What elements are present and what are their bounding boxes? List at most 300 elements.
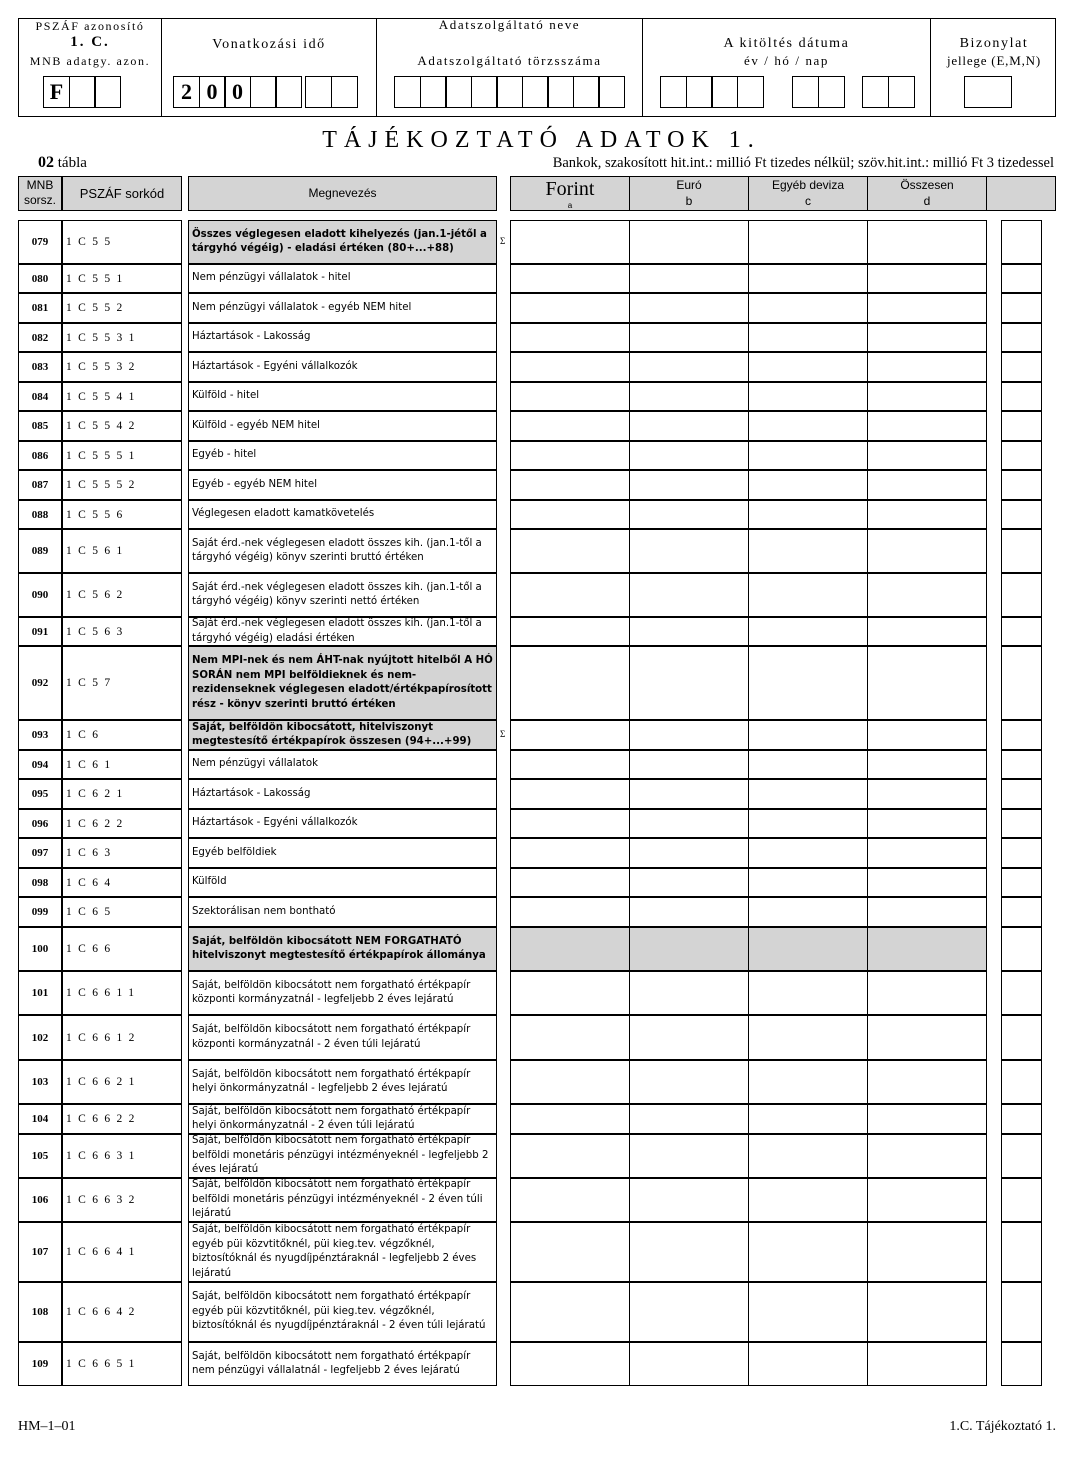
row-description-text: Szektorálisan nem bontható	[192, 905, 336, 917]
col-header-euro	[629, 176, 749, 211]
row-description-text: Egyéb - egyéb NEM hitel	[192, 478, 318, 490]
doc-type-cells	[964, 76, 1011, 108]
date-cell[interactable]	[686, 76, 713, 108]
row-mnb-number: 093	[18, 720, 62, 750]
total-value-cell[interactable]	[867, 779, 987, 809]
provider-cell[interactable]	[420, 76, 447, 108]
extra-check-cell[interactable]	[1001, 500, 1042, 529]
forint-value-cell[interactable]	[510, 1134, 630, 1178]
forint-value-cell[interactable]	[510, 573, 630, 617]
provider-cell[interactable]	[547, 76, 574, 108]
other-currency-value-cell[interactable]	[748, 293, 868, 323]
period-cell[interactable]	[250, 76, 277, 108]
row-description	[188, 897, 497, 927]
extra-check-cell[interactable]	[1001, 1342, 1042, 1386]
extra-check-cell[interactable]	[1001, 779, 1042, 809]
provider-cell[interactable]	[598, 76, 625, 108]
extra-check-cell[interactable]	[1001, 529, 1042, 573]
total-value-cell[interactable]	[867, 971, 987, 1015]
euro-value-cell[interactable]	[629, 838, 749, 868]
extra-check-cell[interactable]	[1001, 838, 1042, 868]
euro-value-cell[interactable]	[629, 352, 749, 382]
row-mnb-number: 109	[18, 1342, 62, 1386]
table-row	[0, 411, 1083, 441]
other-currency-value-cell[interactable]	[748, 470, 868, 500]
total-value-cell[interactable]	[867, 382, 987, 411]
other-currency-value-cell[interactable]	[748, 573, 868, 617]
extra-check-cell[interactable]	[1001, 323, 1042, 352]
forint-value-cell[interactable]	[510, 323, 630, 352]
row-mnb-number: 094	[18, 750, 62, 779]
sum-marker: Σ	[500, 236, 506, 246]
row-mnb-number: 092	[18, 646, 62, 720]
extra-check-cell[interactable]	[1001, 868, 1042, 897]
other-currency-value-cell[interactable]	[748, 1134, 868, 1178]
euro-value-cell[interactable]	[629, 1342, 749, 1386]
forint-value-cell[interactable]	[510, 470, 630, 500]
period-cell[interactable]	[331, 76, 358, 108]
extra-check-cell[interactable]	[1001, 720, 1042, 750]
euro-value-cell[interactable]	[629, 293, 749, 323]
extra-check-cell[interactable]	[1001, 809, 1042, 838]
extra-check-cell[interactable]	[1001, 750, 1042, 779]
row-pszaf-code: 1C6611	[62, 971, 182, 1015]
row-pszaf-code: 1C55	[62, 220, 182, 264]
forint-value-cell[interactable]	[510, 264, 630, 293]
other-currency-value-cell[interactable]	[748, 1104, 868, 1134]
forint-value-cell[interactable]	[510, 868, 630, 897]
forint-value-cell[interactable]	[510, 1015, 630, 1060]
extra-check-cell[interactable]	[1001, 293, 1042, 323]
euro-value-cell[interactable]	[629, 1060, 749, 1104]
other-currency-value-cell[interactable]	[748, 220, 868, 264]
extra-check-cell[interactable]	[1001, 897, 1042, 927]
euro-value-cell[interactable]	[629, 441, 749, 470]
table-row	[0, 529, 1083, 573]
row-mnb-number: 101	[18, 971, 62, 1015]
col-header-mnb-line2: sorsz.	[23, 193, 56, 207]
row-description-text: Saját, belföldön kibocsátott nem forgatható értékpapír nem pénzügyi vállalatnál - legfeljebb 2 éves lejáratú	[192, 1350, 471, 1376]
period-cell[interactable]: 2	[173, 76, 200, 108]
extra-check-cell[interactable]	[1001, 1104, 1042, 1134]
row-pszaf-code: 1C6621	[62, 1060, 182, 1104]
total-value-cell[interactable]	[867, 500, 987, 529]
total-value-cell[interactable]	[867, 868, 987, 897]
total-value-cell[interactable]	[867, 1104, 987, 1134]
euro-value-cell[interactable]	[629, 323, 749, 352]
row-description	[188, 220, 497, 264]
row-mnb-number: 091	[18, 617, 62, 646]
provider-cell[interactable]	[471, 76, 498, 108]
forint-value-cell[interactable]	[510, 779, 630, 809]
euro-value-cell[interactable]	[629, 470, 749, 500]
other-currency-value-cell[interactable]	[748, 264, 868, 293]
mnb-id-cells	[43, 76, 120, 108]
col-header-forint	[510, 176, 630, 211]
euro-value-cell[interactable]	[629, 264, 749, 293]
extra-check-cell[interactable]	[1001, 927, 1042, 971]
row-pszaf-code: 1C66	[62, 927, 182, 971]
forint-value-cell[interactable]	[510, 1342, 630, 1386]
extra-check-cell[interactable]	[1001, 264, 1042, 293]
row-description	[188, 838, 497, 868]
provider-cell[interactable]	[573, 76, 600, 108]
total-value-cell[interactable]	[867, 264, 987, 293]
forint-value-cell[interactable]	[510, 293, 630, 323]
row-mnb-number: 080	[18, 264, 62, 293]
period-cell[interactable]: 0	[224, 76, 251, 108]
other-currency-value-cell[interactable]	[748, 617, 868, 646]
forint-value-cell[interactable]	[510, 352, 630, 382]
total-value-cell[interactable]	[867, 720, 987, 750]
row-mnb-number: 098	[18, 868, 62, 897]
extra-check-cell[interactable]	[1001, 617, 1042, 646]
extra-check-cell[interactable]	[1001, 1060, 1042, 1104]
forint-value-cell[interactable]	[510, 617, 630, 646]
other-currency-value-cell[interactable]	[748, 382, 868, 411]
row-mnb-number: 085	[18, 411, 62, 441]
row-mnb-number: 089	[18, 529, 62, 573]
row-mnb-number: 104	[18, 1104, 62, 1134]
date-cell[interactable]	[818, 76, 845, 108]
date-cell[interactable]	[660, 76, 687, 108]
forint-value-cell[interactable]	[510, 1060, 630, 1104]
provider-cell[interactable]	[496, 76, 523, 108]
other-currency-value-cell[interactable]	[748, 646, 868, 720]
doc-type-section	[930, 19, 1057, 116]
row-pszaf-code: 1C63	[62, 838, 182, 868]
row-pszaf-code: 1C61	[62, 750, 182, 779]
total-value-cell[interactable]	[867, 441, 987, 470]
row-pszaf-code: 1C65	[62, 897, 182, 927]
total-value-cell[interactable]	[867, 809, 987, 838]
mnb-cell[interactable]	[69, 76, 96, 108]
mnb-label: MNB adatgy. azon.	[29, 54, 151, 68]
row-mnb-number: 082	[18, 323, 62, 352]
table-number-value: 02	[38, 154, 54, 171]
extra-check-cell[interactable]	[1001, 441, 1042, 470]
period-cell[interactable]	[275, 76, 302, 108]
other-currency-value-cell[interactable]	[748, 720, 868, 750]
row-mnb-number: 105	[18, 1134, 62, 1178]
extra-check-cell[interactable]	[1001, 1134, 1042, 1178]
row-pszaf-code: 1C6612	[62, 1015, 182, 1060]
doc-type-cell[interactable]	[964, 76, 1012, 108]
row-description	[188, 529, 497, 573]
row-description-text: Nem MPI-nek és nem ÁHT-nak nyújtott hitelből A HÓ SORÁN nem MPI belföldieknek és nem-rezidenseknek véglegesen eladott/értékpapírosított rész - könyv szerinti bruttó értéken	[192, 655, 493, 710]
provider-cell[interactable]	[522, 76, 549, 108]
total-value-cell[interactable]	[867, 617, 987, 646]
period-cell[interactable]	[305, 76, 332, 108]
euro-value-cell[interactable]	[629, 411, 749, 441]
euro-value-cell[interactable]	[629, 1222, 749, 1282]
row-description-text: Külföld	[192, 876, 227, 888]
forint-value-cell[interactable]	[510, 927, 630, 971]
row-description-text: Külföld - hitel	[192, 390, 260, 402]
row-description-text: Nem pénzügyi vállalatok - egyéb NEM hitel	[192, 301, 412, 313]
other-currency-value-cell[interactable]	[748, 352, 868, 382]
row-description	[188, 441, 497, 470]
forint-value-cell[interactable]	[510, 646, 630, 720]
mnb-cell[interactable]: F	[43, 76, 70, 108]
euro-value-cell[interactable]	[629, 529, 749, 573]
date-cell[interactable]	[792, 76, 819, 108]
other-currency-value-cell[interactable]	[748, 441, 868, 470]
other-currency-value-cell[interactable]	[748, 323, 868, 352]
table-word: tábla	[57, 155, 87, 171]
euro-value-cell[interactable]	[629, 1104, 749, 1134]
row-description	[188, 470, 497, 500]
table-row	[0, 646, 1083, 720]
table-row	[0, 750, 1083, 779]
forint-value-cell[interactable]	[510, 1178, 630, 1222]
table-number	[38, 154, 87, 172]
euro-value-cell[interactable]	[629, 1282, 749, 1342]
row-description-text: Egyéb - hitel	[192, 449, 257, 461]
other-currency-value-cell[interactable]	[748, 897, 868, 927]
provider-cell[interactable]	[394, 76, 421, 108]
other-currency-value-cell[interactable]	[748, 1282, 868, 1342]
row-description	[188, 779, 497, 809]
row-description	[188, 323, 497, 352]
date-cell[interactable]	[862, 76, 889, 108]
units-note: Bankok, szakosított hit.int.: millió Ft tizedes nélkül; szöv.hit.int.: millió Ft 3 tizedessel	[552, 155, 1054, 171]
euro-value-cell[interactable]	[629, 1178, 749, 1222]
row-mnb-number: 090	[18, 573, 62, 617]
row-mnb-number: 084	[18, 382, 62, 411]
row-description	[188, 500, 497, 529]
euro-value-cell[interactable]	[629, 1134, 749, 1178]
euro-value-cell[interactable]	[629, 971, 749, 1015]
row-description	[188, 1015, 497, 1060]
table-row	[0, 441, 1083, 470]
forint-value-cell[interactable]	[510, 750, 630, 779]
row-mnb-number: 083	[18, 352, 62, 382]
row-description	[188, 1104, 497, 1134]
table-row	[0, 927, 1083, 971]
date-label: A kitöltés dátuma	[723, 36, 850, 51]
period-cell[interactable]: 0	[199, 76, 226, 108]
total-value-cell[interactable]	[867, 293, 987, 323]
extra-check-cell[interactable]	[1001, 971, 1042, 1015]
row-pszaf-code: 1C621	[62, 779, 182, 809]
row-description	[188, 720, 497, 750]
total-value-cell[interactable]	[867, 927, 987, 971]
table-row	[0, 1104, 1083, 1134]
euro-value-cell[interactable]	[629, 646, 749, 720]
other-currency-value-cell[interactable]	[748, 411, 868, 441]
other-currency-value-cell[interactable]	[748, 809, 868, 838]
table-row	[0, 470, 1083, 500]
row-mnb-number: 102	[18, 1015, 62, 1060]
euro-value-cell[interactable]	[629, 927, 749, 971]
row-description	[188, 382, 497, 411]
total-value-cell[interactable]	[867, 1060, 987, 1104]
forint-value-cell[interactable]	[510, 971, 630, 1015]
euro-value-cell[interactable]	[629, 1015, 749, 1060]
other-currency-value-cell[interactable]	[748, 868, 868, 897]
provider-cell[interactable]	[445, 76, 472, 108]
forint-value-cell[interactable]	[510, 1282, 630, 1342]
row-description-text: Saját, belföldön kibocsátott nem forgatható értékpapír helyi önkormányzatnál - 2 éven túli lejáratú	[192, 1105, 471, 1131]
date-cell[interactable]	[711, 76, 738, 108]
other-currency-value-cell[interactable]	[748, 529, 868, 573]
col-forint-label: Forint	[545, 178, 595, 200]
total-value-cell[interactable]	[867, 646, 987, 720]
table-row	[0, 868, 1083, 897]
forint-value-cell[interactable]	[510, 720, 630, 750]
date-cell[interactable]	[888, 76, 915, 108]
row-description	[188, 927, 497, 971]
other-currency-value-cell[interactable]	[748, 500, 868, 529]
row-pszaf-code: 1C6	[62, 720, 182, 750]
extra-check-cell[interactable]	[1001, 1178, 1042, 1222]
row-pszaf-code: 1C5532	[62, 352, 182, 382]
table-row	[0, 1060, 1083, 1104]
row-mnb-number: 103	[18, 1060, 62, 1104]
row-mnb-number: 099	[18, 897, 62, 927]
table-row	[0, 897, 1083, 927]
footer-form-id: HM–1–01	[18, 1419, 76, 1434]
other-currency-value-cell[interactable]	[748, 1015, 868, 1060]
other-currency-value-cell[interactable]	[748, 1342, 868, 1386]
total-value-cell[interactable]	[867, 897, 987, 927]
extra-check-cell[interactable]	[1001, 352, 1042, 382]
other-currency-value-cell[interactable]	[748, 1178, 868, 1222]
extra-check-cell[interactable]	[1001, 1282, 1042, 1342]
row-description-text: Saját, belföldön kibocsátott nem forgatható értékpapír helyi önkormányzatnál - legfeljebb 2 éves lejáratú	[192, 1068, 471, 1094]
extra-check-cell[interactable]	[1001, 646, 1042, 720]
col-euro-label: Euró	[676, 178, 702, 192]
extra-check-cell[interactable]	[1001, 573, 1042, 617]
other-currency-value-cell[interactable]	[748, 750, 868, 779]
row-pszaf-code: 1C5542	[62, 411, 182, 441]
other-currency-value-cell[interactable]	[748, 1060, 868, 1104]
forint-value-cell[interactable]	[510, 897, 630, 927]
table-row	[0, 293, 1083, 323]
extra-check-cell[interactable]	[1001, 411, 1042, 441]
total-value-cell[interactable]	[867, 220, 987, 264]
forint-value-cell[interactable]	[510, 382, 630, 411]
date-format: év / hó / nap	[743, 53, 830, 68]
other-currency-value-cell[interactable]	[748, 971, 868, 1015]
col-other-sub: c	[805, 194, 811, 208]
total-value-cell[interactable]	[867, 750, 987, 779]
euro-value-cell[interactable]	[629, 720, 749, 750]
date-month-cells	[792, 76, 843, 108]
euro-value-cell[interactable]	[629, 750, 749, 779]
sum-marker: Σ	[500, 729, 506, 739]
provider-id-cells	[394, 76, 624, 108]
doc-type-label-1: Bizonylat	[959, 36, 1029, 51]
total-value-cell[interactable]	[867, 1222, 987, 1282]
col-forint-sub: a	[567, 201, 573, 210]
euro-value-cell[interactable]	[629, 809, 749, 838]
row-mnb-number: 079	[18, 220, 62, 264]
table-row	[0, 352, 1083, 382]
forint-value-cell[interactable]	[510, 220, 630, 264]
row-pszaf-code: 1C551	[62, 264, 182, 293]
row-description-text: Külföld - egyéb NEM hitel	[192, 419, 320, 431]
forint-value-cell[interactable]	[510, 441, 630, 470]
total-value-cell[interactable]	[867, 411, 987, 441]
other-currency-value-cell[interactable]	[748, 838, 868, 868]
total-value-cell[interactable]	[867, 1282, 987, 1342]
row-description	[188, 1342, 497, 1386]
total-value-cell[interactable]	[867, 470, 987, 500]
table-row	[0, 1015, 1083, 1060]
euro-value-cell[interactable]	[629, 617, 749, 646]
date-cell[interactable]	[737, 76, 764, 108]
euro-value-cell[interactable]	[629, 382, 749, 411]
extra-check-cell[interactable]	[1001, 382, 1042, 411]
euro-value-cell[interactable]	[629, 897, 749, 927]
extra-check-cell[interactable]	[1001, 220, 1042, 264]
total-value-cell[interactable]	[867, 1342, 987, 1386]
row-description-text: Saját, belföldön kibocsátott nem forgatható értékpapír egyéb püi közvtitőknél, püi kieg.tev. végzőknél, biztosítóknál és nyugdíjpénztáraknál - legfeljebb 2 éves lejáratú	[192, 1224, 477, 1279]
row-description-text: Egyéb belföldiek	[192, 846, 277, 858]
row-pszaf-code: 1C561	[62, 529, 182, 573]
mnb-cell[interactable]	[94, 76, 121, 108]
total-value-cell[interactable]	[867, 323, 987, 352]
euro-value-cell[interactable]	[629, 779, 749, 809]
forint-value-cell[interactable]	[510, 809, 630, 838]
other-currency-value-cell[interactable]	[748, 927, 868, 971]
row-description	[188, 293, 497, 323]
euro-value-cell[interactable]	[629, 868, 749, 897]
total-value-cell[interactable]	[867, 1015, 987, 1060]
row-pszaf-code: 1C57	[62, 646, 182, 720]
forint-value-cell[interactable]	[510, 1222, 630, 1282]
forint-value-cell[interactable]	[510, 1104, 630, 1134]
total-value-cell[interactable]	[867, 573, 987, 617]
table-row	[0, 220, 1083, 264]
row-description	[188, 1282, 497, 1342]
euro-value-cell[interactable]	[629, 500, 749, 529]
col-header-pszaf: PSZÁF sorkód	[62, 176, 182, 211]
forint-value-cell[interactable]	[510, 411, 630, 441]
extra-check-cell[interactable]	[1001, 1222, 1042, 1282]
row-mnb-number: 086	[18, 441, 62, 470]
row-pszaf-code: 1C5552	[62, 470, 182, 500]
extra-check-cell[interactable]	[1001, 1015, 1042, 1060]
forint-value-cell[interactable]	[510, 500, 630, 529]
row-description	[188, 809, 497, 838]
row-pszaf-code: 1C6642	[62, 1282, 182, 1342]
euro-value-cell[interactable]	[629, 220, 749, 264]
row-mnb-number: 100	[18, 927, 62, 971]
row-description-text: Háztartások - Lakosság	[192, 331, 311, 343]
table-row	[0, 1282, 1083, 1342]
forint-value-cell[interactable]	[510, 838, 630, 868]
page-title: TÁJÉKOZTATÓ ADATOK 1.	[322, 127, 761, 153]
col-header-mnb	[18, 176, 62, 211]
extra-check-cell[interactable]	[1001, 470, 1042, 500]
total-value-cell[interactable]	[867, 1178, 987, 1222]
other-currency-value-cell[interactable]	[748, 779, 868, 809]
forint-value-cell[interactable]	[510, 529, 630, 573]
row-mnb-number: 106	[18, 1178, 62, 1222]
total-value-cell[interactable]	[867, 838, 987, 868]
other-currency-value-cell[interactable]	[748, 1222, 868, 1282]
table-row	[0, 500, 1083, 529]
total-value-cell[interactable]	[867, 1134, 987, 1178]
total-value-cell[interactable]	[867, 529, 987, 573]
euro-value-cell[interactable]	[629, 573, 749, 617]
row-description-text: Háztartások - Egyéni vállalkozók	[192, 360, 358, 372]
total-value-cell[interactable]	[867, 352, 987, 382]
row-description-text: Saját, belföldön kibocsátott nem forgatható értékpapír központi kormányzatnál - 2 éven túli lejáratú	[192, 1024, 471, 1050]
